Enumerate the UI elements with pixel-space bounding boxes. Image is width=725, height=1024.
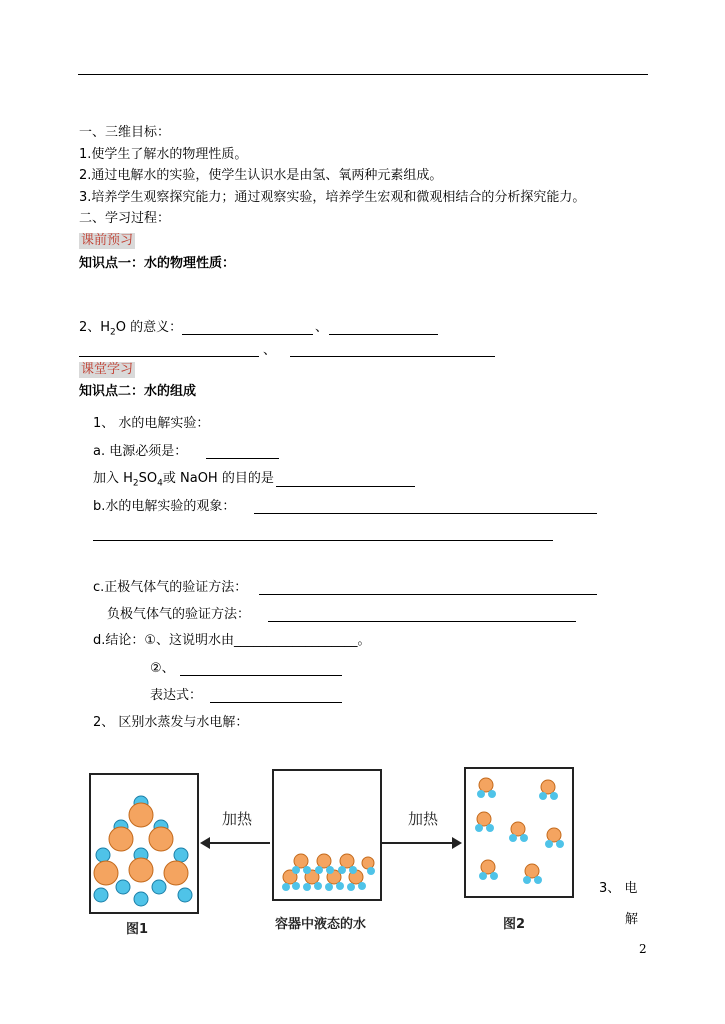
objective-2: 2.通过电解水的实验，使学生认识水是由氢、氧两种元素组成。	[79, 168, 443, 183]
page-number: 2	[639, 942, 647, 956]
objective-3: 3.培养学生观察探究能力；通过观察实验，培养学生宏观和微观相结合的分析探究能力。	[79, 190, 586, 205]
tag-preview: 课前预习	[81, 233, 134, 248]
figure-2-caption: 图2	[503, 917, 526, 932]
header-rule	[78, 74, 648, 75]
blank-power[interactable]	[206, 458, 279, 459]
additive-sub-2: 4	[157, 478, 163, 489]
figure-2-box	[464, 767, 574, 898]
q2-separator-1: 、	[315, 320, 329, 335]
additive-c: 或 NaOH 的目的是	[162, 471, 274, 486]
blank-negative[interactable]	[268, 621, 576, 622]
item-b-phenomenon: b.水的电解实验的观象：	[93, 499, 236, 514]
additive-b: SO	[138, 471, 158, 486]
blank-phenomenon-2[interactable]	[93, 540, 553, 541]
item-d-expression: 表达式：	[150, 688, 203, 703]
additive-a: 加入 H	[93, 471, 133, 486]
blank-conclusion-2[interactable]	[180, 675, 342, 676]
item-d-conclusion: d.结论：①、这说明水由___________________。	[93, 633, 371, 648]
q2-subscript: 2	[110, 327, 116, 338]
electrolysis-heading: 1、 水的电解实验：	[93, 416, 210, 431]
blank-positive[interactable]	[259, 594, 597, 595]
q2-label-b: O 的意义：	[115, 320, 183, 335]
vapor-molecules	[475, 778, 564, 884]
item-a-additive	[93, 470, 274, 493]
blank-phenomenon-1[interactable]	[254, 513, 597, 514]
evaporation-vs-electrolysis: 2、 区别水蒸发与水电解：	[93, 715, 249, 730]
question-h2o-meaning	[79, 319, 182, 342]
additive-sub-1: 2	[132, 478, 139, 489]
side-text-3: 3、 电	[599, 881, 638, 896]
figure-2-molecules	[466, 769, 572, 896]
figure-liquid-box	[272, 769, 382, 901]
arrow-left	[200, 832, 272, 852]
objective-1: 1.使学生了解水的物理性质。	[79, 147, 248, 162]
blank-additive[interactable]	[276, 486, 415, 487]
blank-expression[interactable]	[210, 702, 342, 703]
q2-label-a: 2、H	[79, 320, 111, 335]
heat-label-left: 加热	[222, 810, 253, 828]
side-text-jie: 解	[625, 912, 639, 927]
section-objectives: 一、三维目标：	[79, 125, 171, 140]
item-c-negative: 负极气体气的验证方法：	[107, 607, 251, 622]
liquid-molecules	[282, 854, 375, 891]
arrow-right	[382, 832, 462, 852]
knowledge-point-2: 知识点二：水的组成	[79, 384, 197, 399]
item-d-conclusion-2: ②、	[150, 661, 175, 676]
water-molecule-lattice	[94, 796, 192, 906]
figure-liquid-molecules	[274, 771, 380, 899]
blank-h2o-4[interactable]	[290, 356, 495, 357]
blank-h2o-3[interactable]	[79, 356, 259, 357]
q2-separator-2: 、	[263, 343, 277, 358]
blank-h2o-2[interactable]	[329, 334, 438, 335]
section-process: 二、学习过程：	[79, 211, 171, 226]
knowledge-point-1: 知识点一：水的物理性质：	[79, 256, 236, 271]
figure-1-caption: 图1	[126, 922, 149, 937]
item-a-power: a. 电源必须是：	[93, 444, 188, 459]
figure-1-box	[89, 773, 199, 914]
tag-classroom: 课堂学习	[81, 362, 134, 377]
figure-liquid-caption: 容器中液态的水	[275, 917, 367, 932]
blank-h2o-1[interactable]	[182, 334, 313, 335]
item-c-positive: c.正极气体气的验证方法：	[93, 580, 248, 595]
heat-label-right: 加热	[408, 810, 439, 828]
figure-1-molecules	[91, 775, 197, 912]
